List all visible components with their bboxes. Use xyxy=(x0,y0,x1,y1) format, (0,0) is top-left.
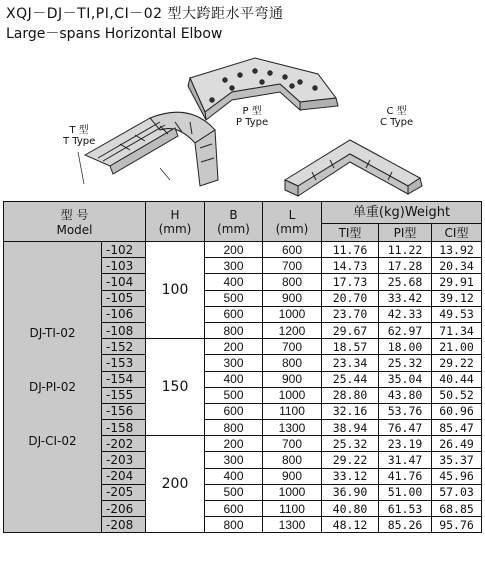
model-suffix: -208 xyxy=(102,517,146,533)
c-type-weight: 68.85 xyxy=(432,501,482,517)
c-type-weight: 35.37 xyxy=(432,452,482,468)
c-type-label-cn: C 型 xyxy=(386,106,407,117)
p-type-weight: 25.68 xyxy=(379,274,432,290)
c-type-weight: 26.49 xyxy=(432,436,482,452)
t-type-weight-header: TⅠ型 xyxy=(322,224,379,242)
model-suffix: -205 xyxy=(102,484,146,500)
title-chinese: XQJ－DJ－TⅠ,PⅠ,CⅠ－02 型大跨距水平弯通 xyxy=(6,6,284,22)
width-b-value: 400 xyxy=(205,468,263,484)
c-type-weight: 49.53 xyxy=(432,306,482,322)
model-suffix: -206 xyxy=(102,501,146,517)
c-type-weight: 40.44 xyxy=(432,371,482,387)
width-b-value: 300 xyxy=(205,258,263,274)
p-type-weight: 17.28 xyxy=(379,258,432,274)
p-type-weight: 31.47 xyxy=(379,452,432,468)
model-suffix: -153 xyxy=(102,355,146,371)
c-type-weight: 50.52 xyxy=(432,387,482,403)
t-type-weight: 38.94 xyxy=(322,420,379,436)
model-name-t: DJ-TⅠ-02 xyxy=(29,326,76,341)
model-suffix: -202 xyxy=(102,436,146,452)
length-l-value: 800 xyxy=(263,274,322,290)
length-l-value: 1300 xyxy=(263,420,322,436)
c-type-weight: 29.91 xyxy=(432,274,482,290)
t-type-weight: 29.67 xyxy=(322,322,379,338)
length-l-value: 800 xyxy=(263,355,322,371)
width-b-value: 800 xyxy=(205,420,263,436)
p-type-weight-header: PⅠ型 xyxy=(379,224,432,242)
table-row xyxy=(4,242,482,258)
width-b-value: 200 xyxy=(205,242,263,258)
width-b-value: 600 xyxy=(205,403,263,419)
length-l-value: 1000 xyxy=(263,484,322,500)
p-type-weight: 35.04 xyxy=(379,371,432,387)
t-type-weight: 33.12 xyxy=(322,468,379,484)
h-header-unit: (mm) xyxy=(158,221,192,236)
p-type-weight: 76.47 xyxy=(379,420,432,436)
t-type-weight: 36.90 xyxy=(322,484,379,500)
elbow-illustration xyxy=(0,40,485,200)
t-type-weight: 20.70 xyxy=(322,290,379,306)
width-b-value: 500 xyxy=(205,484,263,500)
length-l-value: 1100 xyxy=(263,403,322,419)
c-type-weight: 29.22 xyxy=(432,355,482,371)
width-b-value: 300 xyxy=(205,355,263,371)
model-suffix: -152 xyxy=(102,339,146,355)
height-value: 150 xyxy=(146,339,205,436)
p-type-weight: 42.33 xyxy=(379,306,432,322)
width-b-value: 600 xyxy=(205,501,263,517)
length-l-value: 700 xyxy=(263,258,322,274)
t-type-label-cn: T 型 xyxy=(69,125,89,136)
width-b-value: 800 xyxy=(205,322,263,338)
model-suffix: -156 xyxy=(102,403,146,419)
c-type-weight: 39.12 xyxy=(432,290,482,306)
b-header xyxy=(205,202,263,242)
length-l-value: 1100 xyxy=(263,501,322,517)
length-l-value: 700 xyxy=(263,436,322,452)
c-type-weight: 85.47 xyxy=(432,420,482,436)
t-type-weight: 17.73 xyxy=(322,274,379,290)
length-l-value: 1000 xyxy=(263,387,322,403)
model-suffix: -104 xyxy=(102,274,146,290)
model-header xyxy=(4,202,146,242)
t-type-weight: 40.80 xyxy=(322,501,379,517)
c-type-weight: 60.96 xyxy=(432,403,482,419)
l-header xyxy=(263,202,322,242)
l-header-label: L xyxy=(288,207,296,222)
length-l-value: 700 xyxy=(263,339,322,355)
model-name-p: DJ-PⅠ-02 xyxy=(28,380,77,395)
b-header-label: B xyxy=(229,207,238,222)
t-type-weight: 48.12 xyxy=(322,517,379,533)
length-l-value: 1200 xyxy=(263,322,322,338)
p-type-weight: 53.76 xyxy=(379,403,432,419)
t-type-label xyxy=(63,125,95,147)
h-header-label: H xyxy=(170,207,180,222)
width-b-value: 200 xyxy=(205,436,263,452)
width-b-value: 800 xyxy=(205,517,263,533)
c-type-weight: 20.34 xyxy=(432,258,482,274)
p-type-weight: 33.42 xyxy=(379,290,432,306)
height-value: 200 xyxy=(146,436,205,533)
t-type-weight: 23.34 xyxy=(322,355,379,371)
c-type-label xyxy=(380,106,413,128)
height-value: 100 xyxy=(146,242,205,339)
c-type-weight: 71.34 xyxy=(432,322,482,338)
t-type-weight: 28.80 xyxy=(322,387,379,403)
p-type-weight: 51.00 xyxy=(379,484,432,500)
length-l-value: 1300 xyxy=(263,517,322,533)
c-type-elbow-drawing xyxy=(285,140,422,196)
weight-header: 单重(kg)Weight xyxy=(322,202,482,224)
length-l-value: 900 xyxy=(263,371,322,387)
t-type-weight: 25.32 xyxy=(322,436,379,452)
t-type-weight: 18.57 xyxy=(322,339,379,355)
c-type-weight: 21.00 xyxy=(432,339,482,355)
b-header-unit: (mm) xyxy=(217,221,250,236)
t-type-label-en: T Type xyxy=(63,136,96,147)
p-type-weight: 23.19 xyxy=(379,436,432,452)
table-body xyxy=(4,242,482,533)
table-header-row xyxy=(4,202,482,224)
model-header-cn: 型 号 xyxy=(60,208,89,222)
p-type-weight: 11.22 xyxy=(379,242,432,258)
t-type-weight: 32.16 xyxy=(322,403,379,419)
length-l-value: 600 xyxy=(263,242,322,258)
t-type-weight: 29.22 xyxy=(322,452,379,468)
title-english: Large－spans Horizontal Elbow xyxy=(6,26,223,42)
c-type-label-en: C Type xyxy=(380,117,414,128)
t-type-weight: 14.73 xyxy=(322,258,379,274)
width-b-value: 400 xyxy=(205,274,263,290)
c-type-weight: 13.92 xyxy=(432,242,482,258)
p-type-weight: 62.97 xyxy=(379,322,432,338)
p-type-label xyxy=(236,106,268,128)
width-b-value: 500 xyxy=(205,290,263,306)
p-type-weight: 61.53 xyxy=(379,501,432,517)
p-type-weight: 25.32 xyxy=(379,355,432,371)
c-type-weight: 57.03 xyxy=(432,484,482,500)
t-type-weight: 23.70 xyxy=(322,306,379,322)
l-header-unit: (mm) xyxy=(275,221,309,236)
width-b-value: 600 xyxy=(205,306,263,322)
model-header-en: Model xyxy=(56,223,93,237)
model-suffix: -103 xyxy=(102,258,146,274)
width-b-value: 300 xyxy=(205,452,263,468)
length-l-value: 800 xyxy=(263,452,322,468)
h-header xyxy=(146,202,205,242)
p-type-weight: 41.76 xyxy=(379,468,432,484)
model-suffix: -105 xyxy=(102,290,146,306)
width-b-value: 200 xyxy=(205,339,263,355)
t-type-weight: 25.44 xyxy=(322,371,379,387)
length-l-value: 900 xyxy=(263,290,322,306)
width-b-value: 400 xyxy=(205,371,263,387)
model-suffix: -106 xyxy=(102,306,146,322)
t-type-weight: 11.76 xyxy=(322,242,379,258)
model-suffix: -155 xyxy=(102,387,146,403)
model-suffix: -203 xyxy=(102,452,146,468)
c-type-weight: 95.76 xyxy=(432,517,482,533)
model-suffix: -158 xyxy=(102,420,146,436)
p-type-label-en: P Type xyxy=(236,117,269,128)
p-type-weight: 43.80 xyxy=(379,387,432,403)
model-suffix: -108 xyxy=(102,322,146,338)
p-type-weight: 18.00 xyxy=(379,339,432,355)
width-b-value: 500 xyxy=(205,387,263,403)
t-type-elbow-drawing xyxy=(78,112,218,186)
specification-table xyxy=(3,201,482,533)
model-names-cell xyxy=(4,242,102,533)
model-suffix: -102 xyxy=(102,242,146,258)
model-name-c: DJ-CⅠ-02 xyxy=(28,434,77,449)
length-l-value: 1000 xyxy=(263,306,322,322)
model-suffix: -204 xyxy=(102,468,146,484)
length-l-value: 900 xyxy=(263,468,322,484)
c-type-weight-header: CⅠ型 xyxy=(432,224,482,242)
p-type-label-cn: P 型 xyxy=(242,106,262,117)
c-type-weight: 45.96 xyxy=(432,468,482,484)
p-type-weight: 85.26 xyxy=(379,517,432,533)
model-suffix: -154 xyxy=(102,371,146,387)
